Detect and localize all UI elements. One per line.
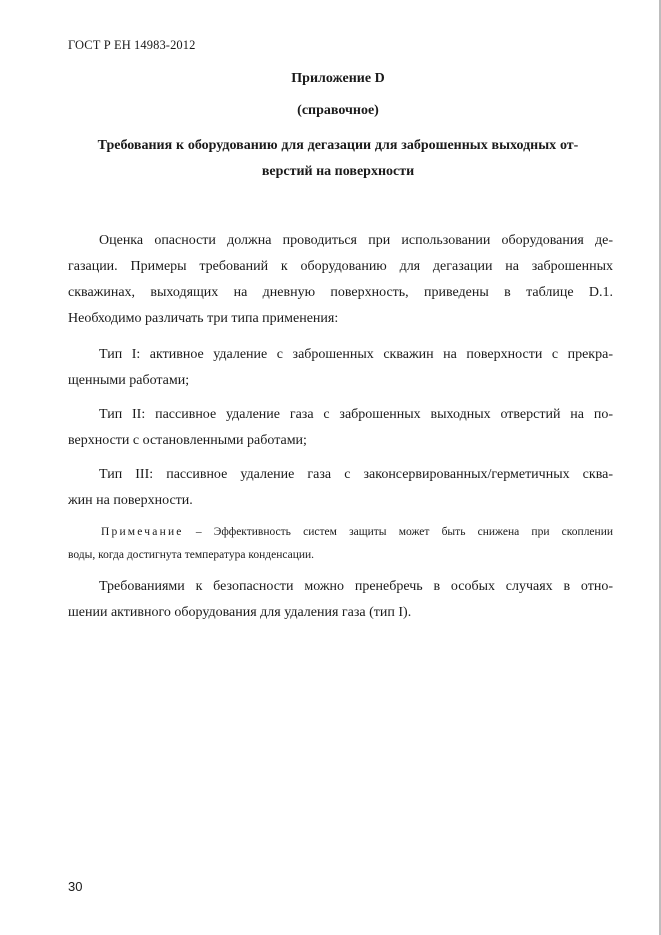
annex-title-line-2: верстий на поверхности [261, 164, 415, 179]
paragraph-type-2 [68, 402, 613, 454]
paragraph-line: верхности с остановленными работами; [68, 433, 307, 448]
page-number: 30 [68, 879, 83, 894]
note-label: Примечание [101, 526, 184, 538]
note-line-2: воды, когда достигнута температура конденсации. [68, 549, 315, 561]
annex-type: (справочное) [297, 103, 379, 118]
paragraph-line: щенными работами; [68, 373, 190, 388]
paragraph-type-3 [68, 462, 613, 514]
paragraph-line: скважинах, выходящих на дневную поверхность, приведены в таблице D.1. [68, 285, 613, 300]
note-text: – Эффективность систем защиты может быть снижена при скоплении [183, 526, 613, 538]
paragraph-line: Тип III: пассивное удаление газа с законсервированных/герметичных сква- [99, 467, 613, 482]
paragraph-line: Требованиями к безопасности можно пренебречь в особых случаях в отно- [99, 579, 613, 594]
paragraph-line: газации. Примеры требований к оборудованию для дегазации на заброшенных [68, 259, 613, 274]
document-code: ГОСТ Р ЕН 14983-2012 [68, 38, 196, 52]
paragraph-line: Тип II: пассивное удаление газа с заброшенных выходных отверстий на по- [99, 407, 613, 422]
paragraph-line: шении активного оборудования для удаления газа (тип I). [68, 605, 412, 620]
annex-title [60, 133, 616, 185]
paragraph-line: Оценка опасности должна проводиться при использовании оборудования де- [99, 233, 613, 248]
note-line-1 [68, 521, 613, 544]
paragraph-type-1 [68, 342, 613, 394]
paragraph-hazard-assessment [68, 228, 613, 332]
annex-label: Приложение D [291, 71, 385, 86]
paragraph-line: жин на поверхности. [68, 493, 193, 508]
annex-title-line-1: Требования к оборудованию для дегазации для заброшенных выходных от- [97, 138, 579, 153]
paragraph-safety-requirements [68, 574, 613, 626]
paragraph-line: Необходимо различать три типа применения: [68, 311, 339, 326]
paragraph-line: Тип I: активное удаление с заброшенных скважин на поверхности с прекра- [99, 347, 613, 362]
note [68, 521, 613, 567]
